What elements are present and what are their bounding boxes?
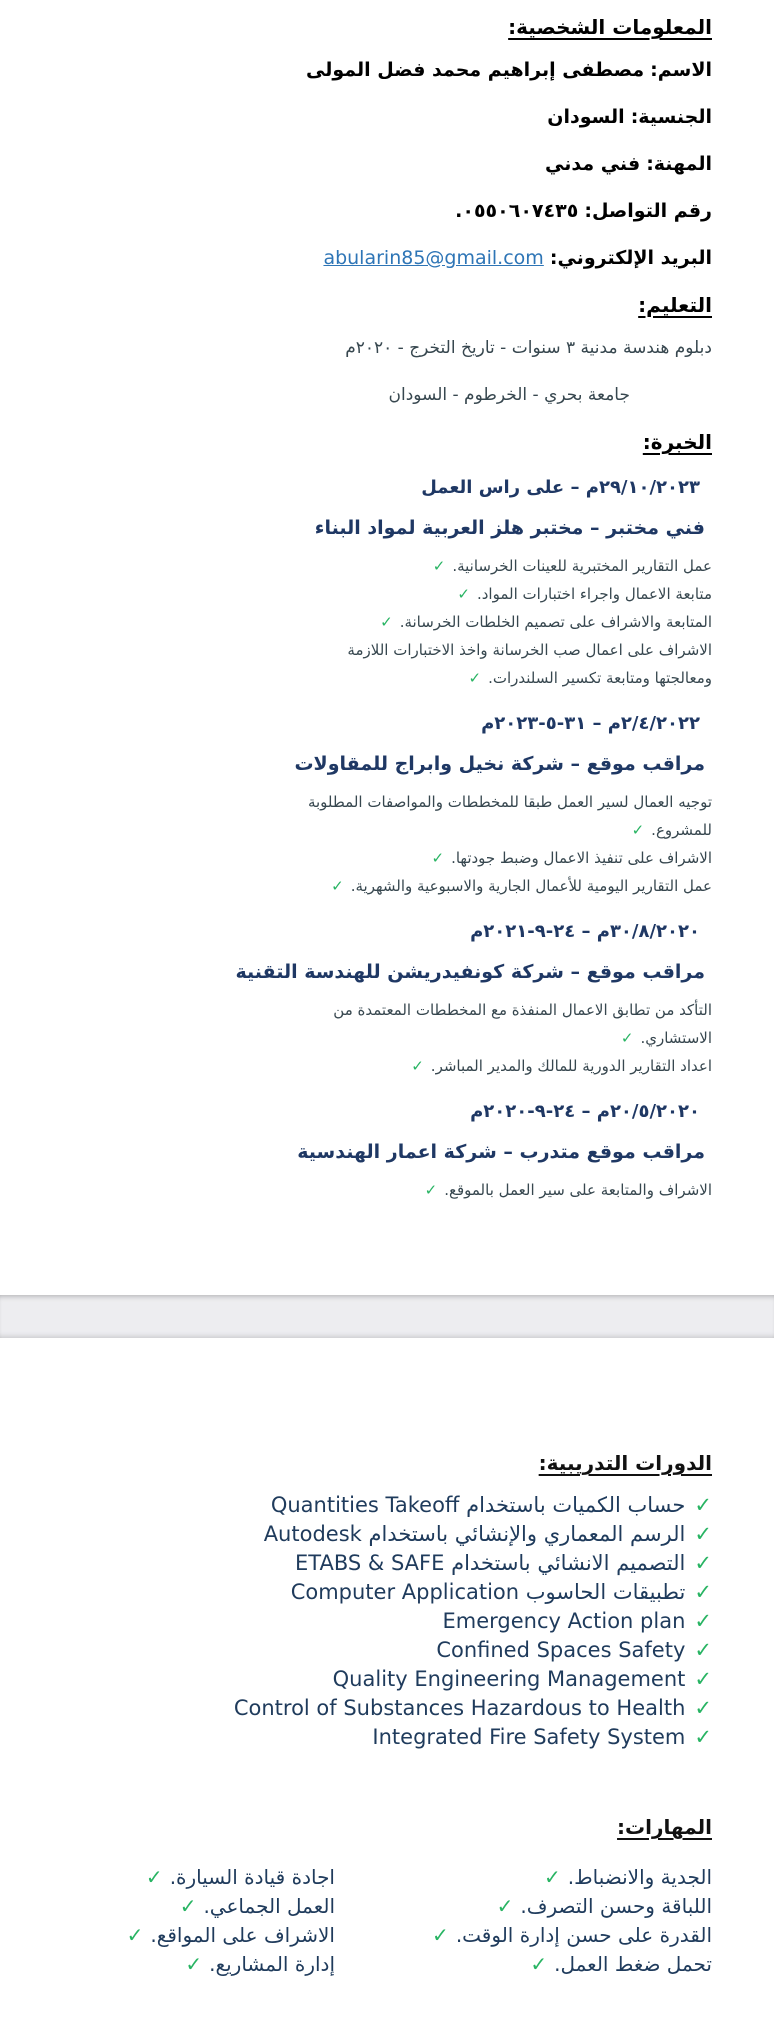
field-value: فني مدني (545, 153, 641, 175)
check-icon: ✓ (126, 1923, 144, 1947)
skill-item (62, 1950, 335, 1979)
cv-page-2 (0, 1338, 774, 2024)
duty-item (297, 1052, 712, 1080)
field-label: الجنسية: (630, 106, 712, 128)
courses-list (62, 1491, 712, 1752)
course-text: التصميم الانشائي باستخدام ETABS & SAFE (295, 1551, 686, 1575)
check-icon: ✓ (457, 585, 470, 603)
section-heading-personal: المعلومات الشخصية: (508, 15, 712, 39)
skill-item (394, 1892, 713, 1921)
personal-field (62, 198, 712, 225)
duty-text: اعداد التقارير الدورية للمالك والمدير المباشر. (430, 1057, 712, 1075)
skill-text: اجادة قيادة السيارة. (169, 1865, 335, 1889)
job-entry (62, 1098, 712, 1204)
duty-text: الاشراف والمتابعة على سير العمل بالموقع. (444, 1181, 712, 1199)
skill-item (394, 1921, 713, 1950)
course-item (62, 1636, 712, 1665)
field-label: الاسم: (650, 59, 712, 81)
duty-item (297, 996, 712, 1052)
check-icon: ✓ (432, 557, 446, 575)
duty-item (297, 580, 712, 608)
check-icon: ✓ (145, 1865, 163, 1889)
field-label: البريد الإلكتروني: (549, 247, 712, 269)
duty-text: الاشراف على تنفيذ الاعمال وضبط جودتها. (451, 849, 712, 867)
job-duties (62, 552, 712, 692)
skills-columns (62, 1863, 712, 1979)
check-icon: ✓ (380, 613, 393, 631)
skill-item (62, 1892, 335, 1921)
skill-item (394, 1950, 713, 1979)
course-text: حساب الكميات باستخدام Quantities Takeoff (270, 1493, 686, 1517)
field-label: رقم التواصل: (584, 200, 712, 222)
skills-column-right (394, 1863, 713, 1979)
check-icon: ✓ (530, 1952, 548, 1976)
check-icon: ✓ (694, 1522, 712, 1546)
check-icon: ✓ (411, 1057, 424, 1075)
duty-item (297, 872, 712, 900)
duty-text: توجيه العمال لسير العمل طبقا للمخططات والمواصفات المطلوبة للمشروع. (307, 793, 712, 839)
check-icon: ✓ (694, 1493, 712, 1517)
check-icon: ✓ (694, 1551, 712, 1575)
course-item (62, 1665, 712, 1694)
check-icon: ✓ (185, 1952, 203, 1976)
duty-item (297, 608, 712, 636)
email-link[interactable]: abularin85@gmail.com (323, 247, 544, 269)
page-separator (0, 1295, 774, 1338)
education-lines (62, 335, 712, 409)
duty-item (297, 636, 712, 692)
job-title: فني مختبر – مختبر هلز العربية لمواد البناء (314, 517, 705, 539)
skill-text: العمل الجماعي. (203, 1894, 335, 1918)
field-value: السودان (547, 106, 625, 128)
field-value: مصطفى إبراهيم محمد فضل المولى (306, 59, 645, 81)
check-icon: ✓ (468, 669, 482, 687)
experience-jobs (62, 474, 712, 1204)
duty-item (297, 844, 712, 872)
check-icon: ✓ (694, 1667, 712, 1691)
field-label: المهنة: (646, 153, 712, 175)
section-heading-skills: المهارات: (617, 1815, 712, 1839)
skill-text: تحمل ضغط العمل. (554, 1952, 712, 1976)
course-item (62, 1549, 712, 1578)
skill-text: القدرة على حسن إدارة الوقت. (455, 1923, 712, 1947)
check-icon: ✓ (544, 1865, 561, 1889)
skill-item (62, 1863, 335, 1892)
job-duties (62, 788, 712, 900)
duty-text: الاشراف على اعمال صب الخرسانة واخذ الاختبارات اللازمة ومعالجتها ومتابعة تكسير السلندرات. (347, 641, 712, 687)
section-heading-education: التعليم: (638, 293, 712, 317)
course-item (62, 1694, 712, 1723)
personal-field (62, 104, 712, 131)
job-period: ٢٩/١٠/٢٠٢٣م – على راس العمل (421, 477, 700, 498)
education-line: جامعة بحري - الخرطوم - السودان (388, 385, 630, 405)
check-icon: ✓ (631, 821, 645, 839)
skill-text: اللباقة وحسن التصرف. (520, 1894, 712, 1918)
skill-item (62, 1921, 335, 1950)
course-text: Control of Substances Hazardous to Health (233, 1696, 686, 1720)
job-title: مراقب موقع متدرب – شركة اعمار الهندسية (297, 1141, 705, 1163)
duty-item (297, 788, 712, 844)
skill-text: إدارة المشاريع. (209, 1952, 335, 1976)
job-duties (62, 1176, 712, 1204)
personal-field (62, 245, 712, 272)
job-title: مراقب موقع – شركة كونفيدريشن للهندسة التقنية (235, 961, 705, 983)
course-text: Emergency Action plan (442, 1609, 686, 1633)
course-item (62, 1723, 712, 1752)
personal-field (62, 57, 712, 84)
check-icon: ✓ (431, 849, 445, 867)
course-item (62, 1607, 712, 1636)
check-icon: ✓ (424, 1181, 438, 1199)
education-line: دبلوم هندسة مدنية ٣ سنوات - تاريخ التخرج - ٢٠٢٠م (345, 338, 712, 358)
job-duties (62, 996, 712, 1080)
skill-text: الاشراف على المواقع. (150, 1923, 335, 1947)
check-icon: ✓ (694, 1725, 712, 1749)
duty-item (297, 1176, 712, 1204)
job-period: ٢/٤/٢٠٢٢م – ٣١-٥-٢٠٢٣م (481, 713, 700, 734)
duty-item (297, 552, 712, 580)
check-icon: ✓ (694, 1696, 712, 1720)
course-text: Quality Engineering Management (332, 1667, 686, 1691)
check-icon: ✓ (694, 1580, 712, 1604)
job-entry (62, 918, 712, 1080)
check-icon: ✓ (496, 1894, 514, 1918)
course-item (62, 1520, 712, 1549)
course-item (62, 1491, 712, 1520)
job-title: مراقب موقع – شركة نخيل وابراج للمقاولات (294, 753, 705, 775)
section-heading-courses: الدورات التدريبية: (538, 1451, 712, 1475)
skills-column-left (62, 1863, 335, 1979)
skill-item (394, 1863, 713, 1892)
field-value: ٠٥٥٠٦٠٧٤٣٥. (455, 200, 579, 222)
duty-text: متابعة الاعمال واجراء اختبارات المواد. (476, 585, 712, 603)
check-icon: ✓ (620, 1029, 634, 1047)
job-entry (62, 474, 712, 692)
duty-text: المتابعة والاشراف على تصميم الخلطات الخرسانة. (399, 613, 712, 631)
check-icon: ✓ (694, 1609, 712, 1633)
skill-text: الجدية والانضباط. (567, 1865, 712, 1889)
check-icon: ✓ (179, 1894, 197, 1918)
duty-text: عمل التقارير المختبرية للعينات الخرسانية. (452, 557, 712, 575)
personal-fields (62, 57, 712, 272)
check-icon: ✓ (694, 1638, 712, 1662)
course-text: تطبيقات الحاسوب Computer Application (290, 1580, 686, 1604)
duty-text: عمل التقارير اليومية للأعمال الجارية والاسبوعية والشهرية. (350, 877, 712, 895)
duty-text: التأكد من تطابق الاعمال المنفذة مع المخططات المعتمدة من الاستشاري. (333, 1001, 712, 1047)
course-text: Integrated Fire Safety System (372, 1725, 686, 1749)
check-icon: ✓ (432, 1923, 449, 1947)
course-text: الرسم المعماري والإنشائي باستخدام Autodesk (263, 1522, 686, 1546)
section-heading-experience: الخبرة: (642, 430, 712, 454)
personal-field (62, 151, 712, 178)
job-period: ٢٠/٥/٢٠٢٠م – ٢٤-٩-٢٠٢٠م (470, 1101, 700, 1122)
check-icon: ✓ (331, 877, 344, 895)
course-text: Confined Spaces Safety (436, 1638, 686, 1662)
course-item (62, 1578, 712, 1607)
job-period: ٣٠/٨/٢٠٢٠م – ٢٤-٩-٢٠٢١م (470, 921, 700, 942)
job-entry (62, 710, 712, 900)
